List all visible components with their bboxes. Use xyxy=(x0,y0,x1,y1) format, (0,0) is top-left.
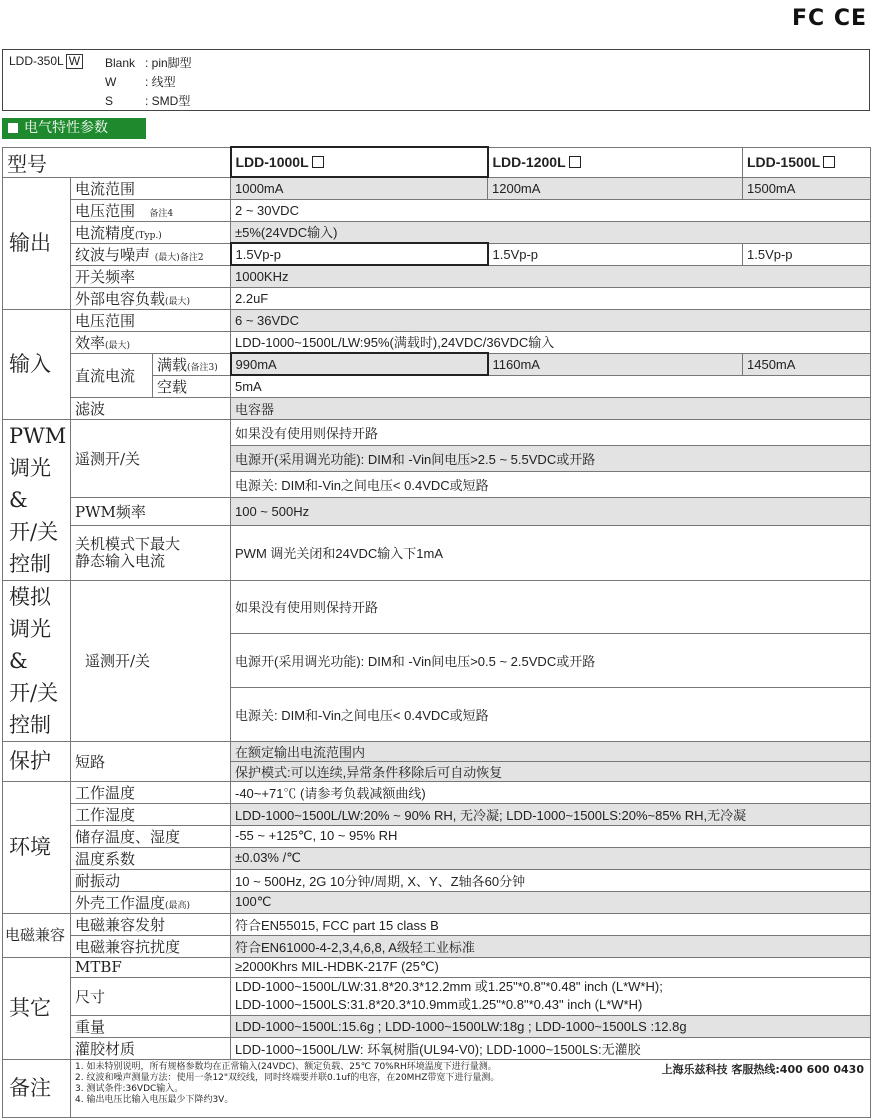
env-humidity-label: 工作湿度 xyxy=(71,803,231,825)
others-mtbf-value: ≥2000Khrs MIL-HDBK-217F (25℃) xyxy=(231,957,871,977)
notes-body xyxy=(71,1059,871,1117)
env-case-label: 外壳工作温度(最高) xyxy=(71,891,231,913)
input-noload-value: 5mA xyxy=(231,375,871,397)
env-temp-label: 工作温度 xyxy=(71,781,231,803)
note-2: 2. 纹波和噪声测量方法：使用一条12"双绞线，同时终端要并联0.1uf的电容，在20MHZ带宽下进行量测。 xyxy=(75,1072,500,1083)
ordering-info xyxy=(2,49,870,111)
analog-remote-2: 电源开(采用调光功能): DIM和 -Vin间电压>0.5 ~ 2.5VDC或开路 xyxy=(231,634,871,688)
input-efficiency-value: LDD-1000~1500L/LW:95%(满载时),24VDC/36VDC输入 xyxy=(231,331,871,353)
env-storage-value: -55 ~ +125℃, 10 ~ 95% RH xyxy=(231,825,871,847)
pwm-remote-label: 遥测开/关 xyxy=(71,419,231,498)
output-ripple-1500: 1.5Vp-p xyxy=(743,243,871,265)
output-category: 输出 xyxy=(3,177,71,309)
section-title: 电气特性参数 xyxy=(2,118,146,139)
input-voltage-label: 电压范围 xyxy=(71,309,231,331)
input-dc-current-label: 直流电流 xyxy=(71,353,153,397)
others-dimension-value: LDD-1000~1500L/LW:31.8*20.3*12.2mm 或1.25"*0.8"*0.48" inch (L*W*H); LDD-1000~1500LS:31.8*20.3*10.9mm或1.25"*0.8"*0.43" inch (L*W*H) xyxy=(231,977,871,1015)
note-1: 1. 如未特别说明，所有规格参数均在正常输入(24VDC)、额定负载、25℃ 70%RH环境温度下进行量测。 xyxy=(75,1061,497,1072)
option-blank: Blank : pin脚型 xyxy=(105,56,192,70)
emc-immunity-label: 电磁兼容抗扰度 xyxy=(71,935,231,957)
output-current-label: 电流范围 xyxy=(71,177,231,199)
pwm-category: PWM 调光& 开/关 控制 xyxy=(3,419,71,580)
model-1200: LDD-1200L xyxy=(488,147,743,177)
emc-emission-value: 符合EN55015, FCC part 15 class B xyxy=(231,913,871,935)
env-humidity-value: LDD-1000~1500L/LW:20% ~ 90% RH, 无冷凝; LDD-1000~1500LS:20%~85% RH,无冷凝 xyxy=(231,803,871,825)
pwm-remote-3: 电源关: DIM和-Vin之间电压< 0.4VDC或短路 xyxy=(231,471,871,497)
others-weight-label: 重量 xyxy=(71,1015,231,1037)
input-noload-label: 空载 xyxy=(153,375,231,397)
input-fullload-label: 满载(备注3) xyxy=(153,353,231,375)
protection-short-label: 短路 xyxy=(71,741,231,781)
option-w: W : 线型 xyxy=(105,75,176,89)
model-1000: LDD-1000L xyxy=(231,147,488,177)
input-fullload-1000: 990mA xyxy=(231,353,488,375)
input-filter-value: 电容器 xyxy=(231,397,871,419)
output-capload-value: 2.2uF xyxy=(231,287,871,309)
type-label: 型号 xyxy=(3,147,231,177)
emc-category: 电磁兼容 xyxy=(3,913,71,957)
input-voltage-value: 6 ~ 36VDC xyxy=(231,309,871,331)
env-storage-label: 储存温度、湿度 xyxy=(71,825,231,847)
spec-table xyxy=(2,146,871,1118)
others-potting-value: LDD-1000~1500L/LW: 环氧树脂(UL94-V0); LDD-1000~1500LS:无灌胶 xyxy=(231,1037,871,1059)
output-voltage-label: 电压范围 备注4 xyxy=(71,199,231,221)
checkbox-icon xyxy=(312,156,324,168)
model-1500: LDD-1500L xyxy=(743,147,871,177)
output-accuracy-label: 电流精度(Typ.) xyxy=(71,221,231,243)
note-4: 4. 输出电压比输入电压最少下降约3V。 xyxy=(75,1094,234,1105)
env-category: 环境 xyxy=(3,781,71,913)
pwm-standby-value: PWM 调光关闭和24VDC输入下1mA xyxy=(231,525,871,580)
protection-short-2: 保护模式:可以连续,异常条件移除后可自动恢复 xyxy=(231,761,871,781)
env-vibration-label: 耐振动 xyxy=(71,869,231,891)
analog-remote-label: 遥测开/关 xyxy=(71,580,231,741)
others-weight-value: LDD-1000~1500L:15.6g ; LDD-1000~1500LW:18g ; LDD-1000~1500LS :12.8g xyxy=(231,1015,871,1037)
output-current-1000: 1000mA xyxy=(231,177,488,199)
env-tempcoef-value: ±0.03% /℃ xyxy=(231,847,871,869)
output-current-1200: 1200mA xyxy=(488,177,743,199)
output-current-1500: 1500mA xyxy=(743,177,871,199)
output-switching-label: 开关频率 xyxy=(71,265,231,287)
option-s: S : SMD型 xyxy=(105,94,191,108)
input-category: 输入 xyxy=(3,309,71,419)
suffix-box: W xyxy=(66,54,83,69)
pwm-freq-value: 100 ~ 500Hz xyxy=(231,498,871,525)
checkbox-icon xyxy=(569,156,581,168)
emc-emission-label: 电磁兼容发射 xyxy=(71,913,231,935)
square-icon xyxy=(8,123,18,133)
input-filter-label: 滤波 xyxy=(71,397,231,419)
input-efficiency-label: 效率(最大) xyxy=(71,331,231,353)
pwm-remote-1: 如果没有使用则保持开路 xyxy=(231,419,871,445)
input-fullload-1200: 1160mA xyxy=(488,353,743,375)
pwm-remote-2: 电源开(采用调光功能): DIM和 -Vin间电压>2.5 ~ 5.5VDC或开路 xyxy=(231,445,871,471)
certification-logos: FC CE xyxy=(791,6,867,31)
pwm-standby-label: 关机模式下最大 静态输入电流 xyxy=(71,525,231,580)
pwm-freq-label: PWM频率 xyxy=(71,498,231,525)
env-temp-value: -40~+71℃ (请参考负载减额曲线) xyxy=(231,781,871,803)
protection-short-1: 在额定输出电流范围内 xyxy=(231,741,871,761)
env-tempcoef-label: 温度系数 xyxy=(71,847,231,869)
input-fullload-1500: 1450mA xyxy=(743,353,871,375)
others-potting-label: 灌胶材质 xyxy=(71,1037,231,1059)
output-accuracy-value: ±5%(24VDC输入) xyxy=(231,221,871,243)
model-code: LDD-350L W xyxy=(9,54,83,69)
output-ripple-1200: 1.5Vp-p xyxy=(488,243,743,265)
protection-category: 保护 xyxy=(3,741,71,781)
note-3: 3. 测试条件:36VDC输入。 xyxy=(75,1083,184,1094)
output-capload-label: 外部电容负载(最大) xyxy=(71,287,231,309)
others-mtbf-label: MTBF xyxy=(71,957,231,977)
emc-immunity-value: 符合EN61000-4-2,3,4,6,8, A级轻工业标准 xyxy=(231,935,871,957)
hotline: 上海乐兹科技 客服热线:400 600 0430 xyxy=(661,1062,864,1076)
others-dimension-label: 尺寸 xyxy=(71,977,231,1015)
env-case-value: 100℃ xyxy=(231,891,871,913)
env-vibration-value: 10 ~ 500Hz, 2G 10分钟/周期, X、Y、Z轴各60分钟 xyxy=(231,869,871,891)
output-switching-value: 1000KHz xyxy=(231,265,871,287)
others-category: 其它 xyxy=(3,957,71,1059)
output-ripple-1000: 1.5Vp-p xyxy=(231,243,488,265)
checkbox-icon xyxy=(823,156,835,168)
analog-remote-3: 电源关: DIM和-Vin之间电压< 0.4VDC或短路 xyxy=(231,687,871,741)
notes-category: 备注 xyxy=(3,1059,71,1117)
output-voltage-value: 2 ~ 30VDC xyxy=(231,199,871,221)
analog-remote-1: 如果没有使用则保持开路 xyxy=(231,580,871,634)
output-ripple-label: 纹波与噪声 (最大)备注2 xyxy=(71,243,231,265)
analog-category: 模拟 调光& 开/关 控制 xyxy=(3,580,71,741)
